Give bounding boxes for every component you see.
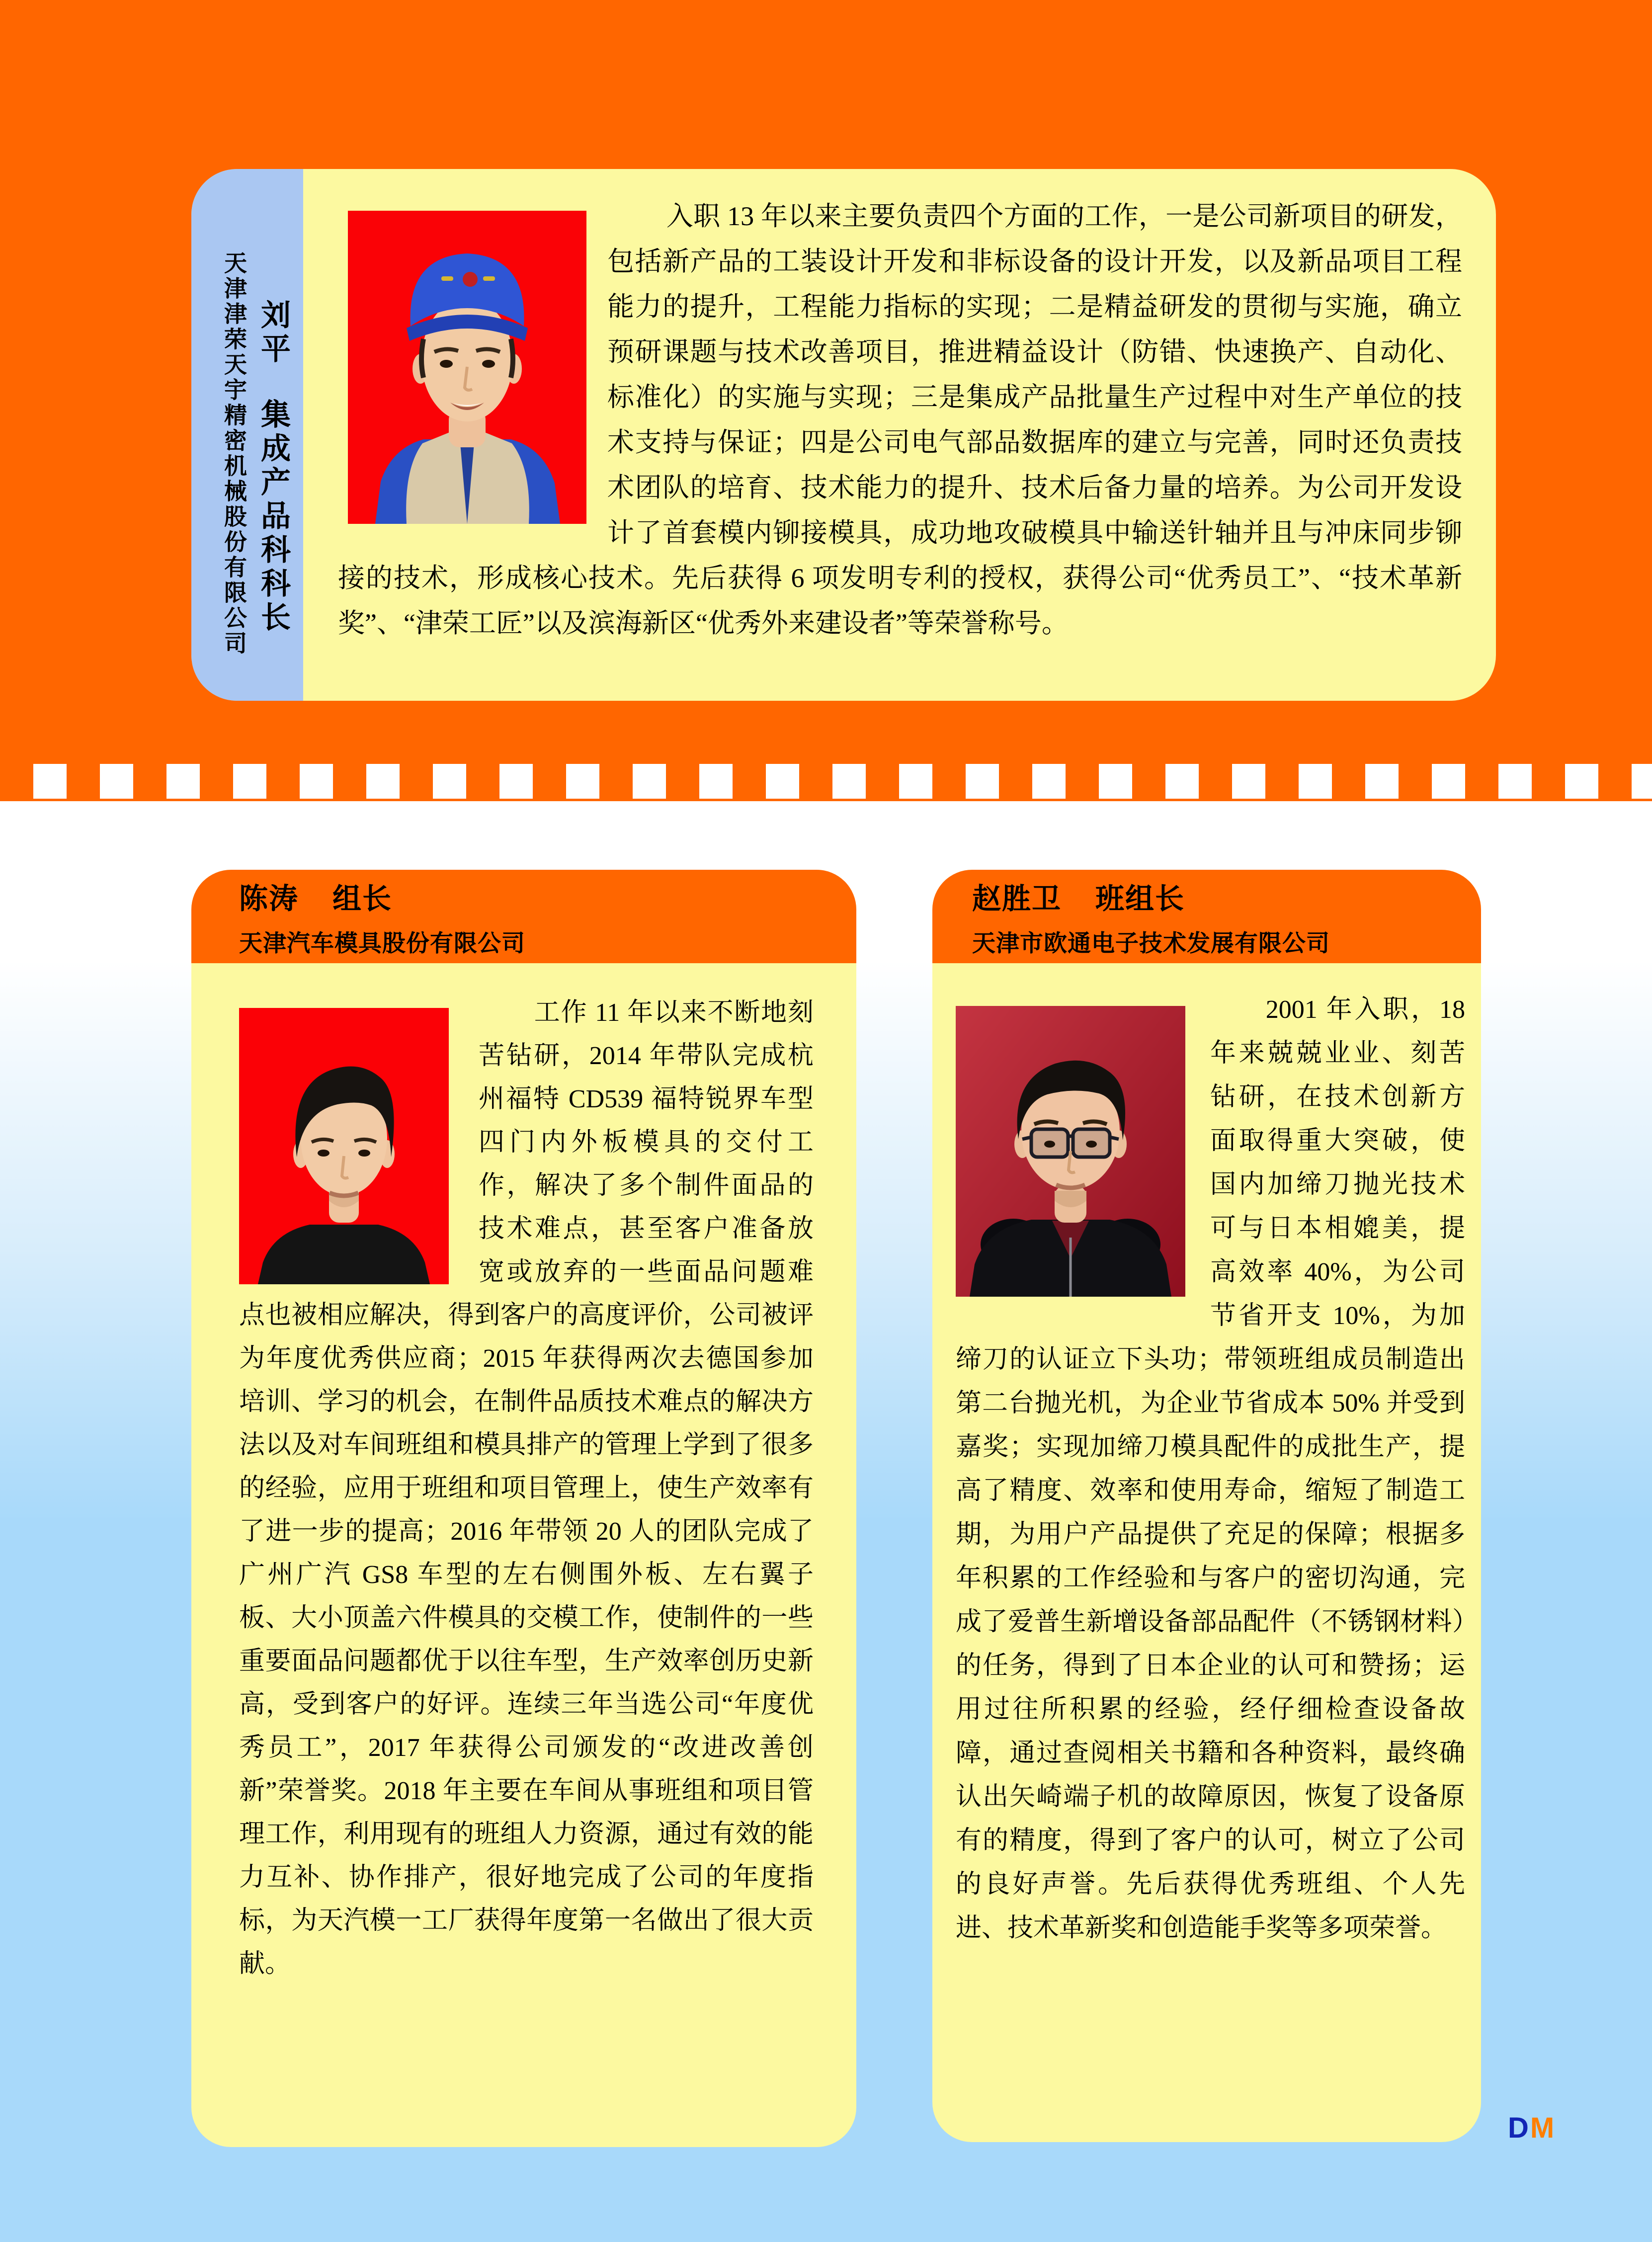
photo-liu-ping — [348, 211, 586, 524]
portrait-illustration-chen-tao — [239, 1008, 449, 1284]
person-title: 组长 — [332, 882, 393, 915]
header-name-title — [239, 875, 856, 917]
top-profile-content — [303, 169, 1496, 701]
bio-text-liu-ping: 入职 13 年以来主要负责四个方面的工作，一是公司新项目的研发，包括新产品的工装设计开发和非标设备的设计开发，以及新品项目工程能力的提升，工程能力指标的实现；二是精益研发的贯彻与实施，确立预研课题与技术改善项目，推进精益设计（防错、快速换产、自动化、标准化）的实施与实现；三是集成产品批量生产过程中对生产单位的技术支持与保证；四是公司电气部品数据库的建立与完善，同时还负责技术团队的培育、技术能力的提升、技术后备力量的培养。为公司开发设计了首套模内铆接模具，成功地攻破模具中输送针轴并且与冲床同步铆接的技术，形成核心技术。先后获得 6 项发明专利的授权，获得公司“优秀员工”、“技术革新奖”、“津荣工匠”以及滨海新区“优秀外来建设者”等荣誉称号。 — [338, 201, 1462, 638]
photo-zhao-shengwei — [956, 1006, 1185, 1297]
vertical-side-panel — [191, 169, 303, 701]
dm-logo — [1508, 2111, 1556, 2145]
portrait-illustration-zhao-shengwei — [956, 1006, 1185, 1297]
profile-card-zhao-shengwei — [932, 870, 1481, 2142]
card-body — [191, 963, 856, 1986]
person-title: 集成产品科科长 — [257, 399, 290, 635]
vertical-name-title — [252, 299, 295, 635]
person-name: 刘平 — [257, 299, 290, 367]
dm-letter-m: M — [1530, 2112, 1556, 2144]
vertical-company-name: 天津津荣天宇精密机械股份有限公司 — [221, 251, 247, 657]
card-header — [932, 870, 1481, 963]
bio-text-chen-tao: 工作 11 年以来不断地刻苦钻研，2014 年带队完成杭州福特 CD539 福特锐界车型四门内外板模具的交付工作，解决了多个制件面品的技术难点，甚至客户准备放宽或放弃的一些面品问题难点也被相应解决，得到客户的高度评价，公司被评为年度优秀供应商；2015 年获得两次去德国参加培训、学习的机会，在制件品质技术难点的解决方法以及对车间班组和模具排产的管理上学到了很多的经验，应用于班组和项目管理上，使生产效率有了进一步的提高；2016 年带领 20 人的团队完成了广州广汽 GS8 车型的左右侧围外板、左右翼子板、大小顶盖六件模具的交模工作，使制件的一些重要面品问题都优于以往车型，生产效率创历史新高，受到客户的好评。连续三年当选公司“年度优秀员工”，2017 年获得公司颁发的“改进改善创新”荣誉奖。2018 年主要在车间从事班组和项目管理工作，利用现有的班组人力资源，通过有效的能力互补、协作排产，很好地完成了公司的年度指标，为天汽模一工厂获得年度第一名做出了很大贡献。 — [239, 998, 814, 1978]
top-profile-card — [191, 169, 1496, 701]
header-name-title — [972, 875, 1481, 917]
profile-card-chen-tao — [191, 870, 856, 2147]
card-header — [191, 870, 856, 963]
company-name: 天津汽车模具股份有限公司 — [239, 929, 525, 956]
perforation-strip — [0, 764, 1652, 801]
dm-letter-d: D — [1508, 2112, 1530, 2144]
bio-text-zhao-shengwei: 2001 年入职，18 年来兢兢业业、刻苦钻研，在技术创新方面取得重大突破，使国内加缔刀抛光技术可与日本相媲美，提高效率 40%，为公司节省开支 10%，为加缔刀的认证立下头功；带领班组成员制造出第二台抛光机，为企业节省成本 50% 并受到嘉奖；实现加缔刀模具配件的成批生产，提高了精度、效率和使用寿命，缩短了制造工期，为用户产品提供了充足的保障；根据多年积累的工作经验和与客户的密切沟通，完成了爱普生新增设备部品配件（不锈钢材料）的任务，得到了日本企业的认可和赞扬；运用过往所积累的经验，经仔细检查设备故障，通过查阅相关书籍和各种资料，最终确认出矢崎端子机的故障原因，恢复了设备原有的精度，得到了客户的认可，树立了公司的良好声誉。先后获得优秀班组、个人先进、技术革新奖和创造能手奖等多项荣誉。 — [956, 996, 1465, 1942]
company-name: 天津市欧通电子技术发展有限公司 — [972, 929, 1330, 956]
person-name: 陈涛 — [239, 882, 299, 915]
photo-chen-tao — [239, 1008, 449, 1284]
person-name: 赵胜卫 — [972, 882, 1062, 915]
person-title: 班组长 — [1095, 882, 1185, 915]
portrait-illustration-liu-ping — [348, 211, 586, 524]
card-body — [932, 963, 1481, 1950]
